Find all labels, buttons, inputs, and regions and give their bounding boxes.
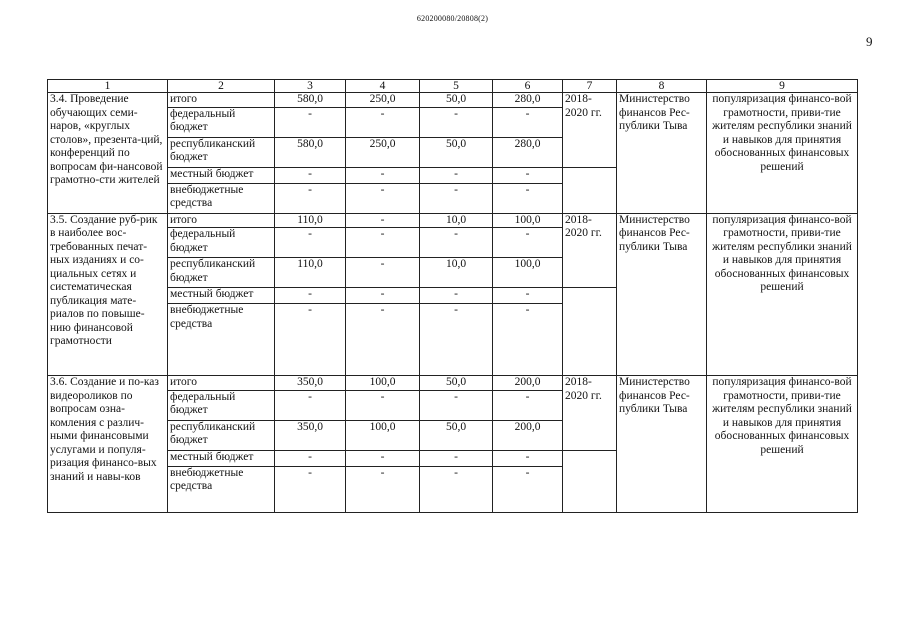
column-number: 2 xyxy=(168,80,275,93)
funding-value: - xyxy=(420,167,493,183)
funding-source: республиканский бюджет xyxy=(168,420,275,450)
funding-source: республиканский бюджет xyxy=(168,137,275,167)
funding-value: - xyxy=(346,107,420,137)
period: 2018-2020 гг. xyxy=(563,376,617,451)
funding-value: 350,0 xyxy=(275,420,346,450)
funding-value: 10,0 xyxy=(420,213,493,228)
funding-value: - xyxy=(275,390,346,420)
document-id: 620200080/20808(2) xyxy=(416,14,489,23)
funding-source: федеральный бюджет xyxy=(168,107,275,137)
funding-value: - xyxy=(420,390,493,420)
funding-value: - xyxy=(346,167,420,183)
funding-source: федеральный бюджет xyxy=(168,390,275,420)
period: 2018-2020 гг. xyxy=(563,93,617,168)
funding-value: 50,0 xyxy=(420,93,493,108)
funding-value: - xyxy=(420,183,493,213)
funding-value: - xyxy=(346,390,420,420)
expected-result: популяризация финансо-вой грамотности, приви-тие жителям республики знаний и навыков для принятия обоснованных финансовых решений xyxy=(707,213,858,376)
table-row xyxy=(48,93,858,108)
program-activities-table xyxy=(47,79,858,513)
funding-value: - xyxy=(346,450,420,466)
page-number: 9 xyxy=(866,34,873,49)
funding-value: 10,0 xyxy=(420,258,493,288)
expected-result: популяризация финансо-вой грамотности, приви-тие жителям республики знаний и навыков для принятия обоснованных финансовых решений xyxy=(707,376,858,513)
funding-value: - xyxy=(346,183,420,213)
funding-value: 100,0 xyxy=(493,213,563,228)
funding-value: - xyxy=(493,288,563,304)
funding-value: - xyxy=(493,390,563,420)
column-number: 3 xyxy=(275,80,346,93)
funding-value: 110,0 xyxy=(275,258,346,288)
executor: Министерство финансов Рес-публики Тыва xyxy=(617,93,707,214)
funding-value: 50,0 xyxy=(420,420,493,450)
funding-value: 100,0 xyxy=(493,258,563,288)
funding-value: 580,0 xyxy=(275,137,346,167)
funding-value: - xyxy=(346,304,420,376)
column-number-row xyxy=(48,80,858,93)
funding-value: - xyxy=(275,167,346,183)
funding-value: - xyxy=(493,450,563,466)
funding-value: - xyxy=(275,304,346,376)
column-number: 9 xyxy=(707,80,858,93)
funding-value: - xyxy=(420,304,493,376)
executor: Министерство финансов Рес-публики Тыва xyxy=(617,213,707,376)
funding-value: 580,0 xyxy=(275,93,346,108)
funding-value: 50,0 xyxy=(420,137,493,167)
table-row xyxy=(48,213,858,228)
funding-value: - xyxy=(346,213,420,228)
activity-name: 3.4. Проведение обучающих семи-наров, «круглых столов», презента-ций, конференций по вопросам фи-нансовой грамотно-сти жителей xyxy=(48,93,168,214)
funding-source: итого xyxy=(168,376,275,391)
funding-value: - xyxy=(275,450,346,466)
funding-value: - xyxy=(420,228,493,258)
period: 2018-2020 гг. xyxy=(563,213,617,288)
funding-value: 280,0 xyxy=(493,137,563,167)
funding-value: 50,0 xyxy=(420,376,493,391)
funding-value: - xyxy=(346,288,420,304)
funding-value: - xyxy=(275,466,346,512)
funding-value: 280,0 xyxy=(493,93,563,108)
funding-source: итого xyxy=(168,93,275,108)
funding-value: - xyxy=(493,304,563,376)
column-number: 1 xyxy=(48,80,168,93)
funding-value: - xyxy=(493,183,563,213)
funding-source: внебюджетные средства xyxy=(168,466,275,512)
funding-value: - xyxy=(420,450,493,466)
funding-value: - xyxy=(275,288,346,304)
activity-name: 3.6. Создание и по-каз видеороликов по вопросам озна-комления с различ-ными финансовыми услугами и популя-ризация финансо-вых знаний и навы-ков xyxy=(48,376,168,513)
funding-value: - xyxy=(493,107,563,137)
column-number: 4 xyxy=(346,80,420,93)
funding-value: - xyxy=(275,107,346,137)
column-number: 5 xyxy=(420,80,493,93)
period-empty xyxy=(563,167,617,213)
funding-value: 250,0 xyxy=(346,137,420,167)
funding-source: местный бюджет xyxy=(168,167,275,183)
activity-name: 3.5. Создание руб-рик в наиболее вос-требованных печат-ных изданиях и со-циальных сетях и систематическая публикация мате-риалов по повыше-нию финансовой грамотности xyxy=(48,213,168,376)
funding-source: внебюджетные средства xyxy=(168,304,275,376)
funding-value: 200,0 xyxy=(493,376,563,391)
table-row xyxy=(48,376,858,391)
funding-value: 350,0 xyxy=(275,376,346,391)
funding-value: - xyxy=(275,228,346,258)
funding-value: - xyxy=(493,167,563,183)
column-number: 6 xyxy=(493,80,563,93)
funding-value: - xyxy=(420,466,493,512)
funding-source: федеральный бюджет xyxy=(168,228,275,258)
funding-value: - xyxy=(493,228,563,258)
funding-value: 110,0 xyxy=(275,213,346,228)
funding-source: внебюджетные средства xyxy=(168,183,275,213)
funding-value: - xyxy=(493,466,563,512)
expected-result: популяризация финансо-вой грамотности, приви-тие жителям республики знаний и навыков для принятия обоснованных финансовых решений xyxy=(707,93,858,214)
funding-source: местный бюджет xyxy=(168,288,275,304)
funding-value: - xyxy=(346,258,420,288)
column-number: 7 xyxy=(563,80,617,93)
funding-source: республиканский бюджет xyxy=(168,258,275,288)
funding-value: - xyxy=(346,466,420,512)
funding-value: 100,0 xyxy=(346,376,420,391)
executor: Министерство финансов Рес-публики Тыва xyxy=(617,376,707,513)
period-empty xyxy=(563,288,617,376)
funding-value: - xyxy=(275,183,346,213)
funding-value: - xyxy=(420,107,493,137)
funding-source: итого xyxy=(168,213,275,228)
funding-value: 200,0 xyxy=(493,420,563,450)
funding-value: - xyxy=(420,288,493,304)
funding-value: 100,0 xyxy=(346,420,420,450)
funding-value: - xyxy=(346,228,420,258)
funding-source: местный бюджет xyxy=(168,450,275,466)
funding-value: 250,0 xyxy=(346,93,420,108)
period-empty xyxy=(563,450,617,512)
column-number: 8 xyxy=(617,80,707,93)
